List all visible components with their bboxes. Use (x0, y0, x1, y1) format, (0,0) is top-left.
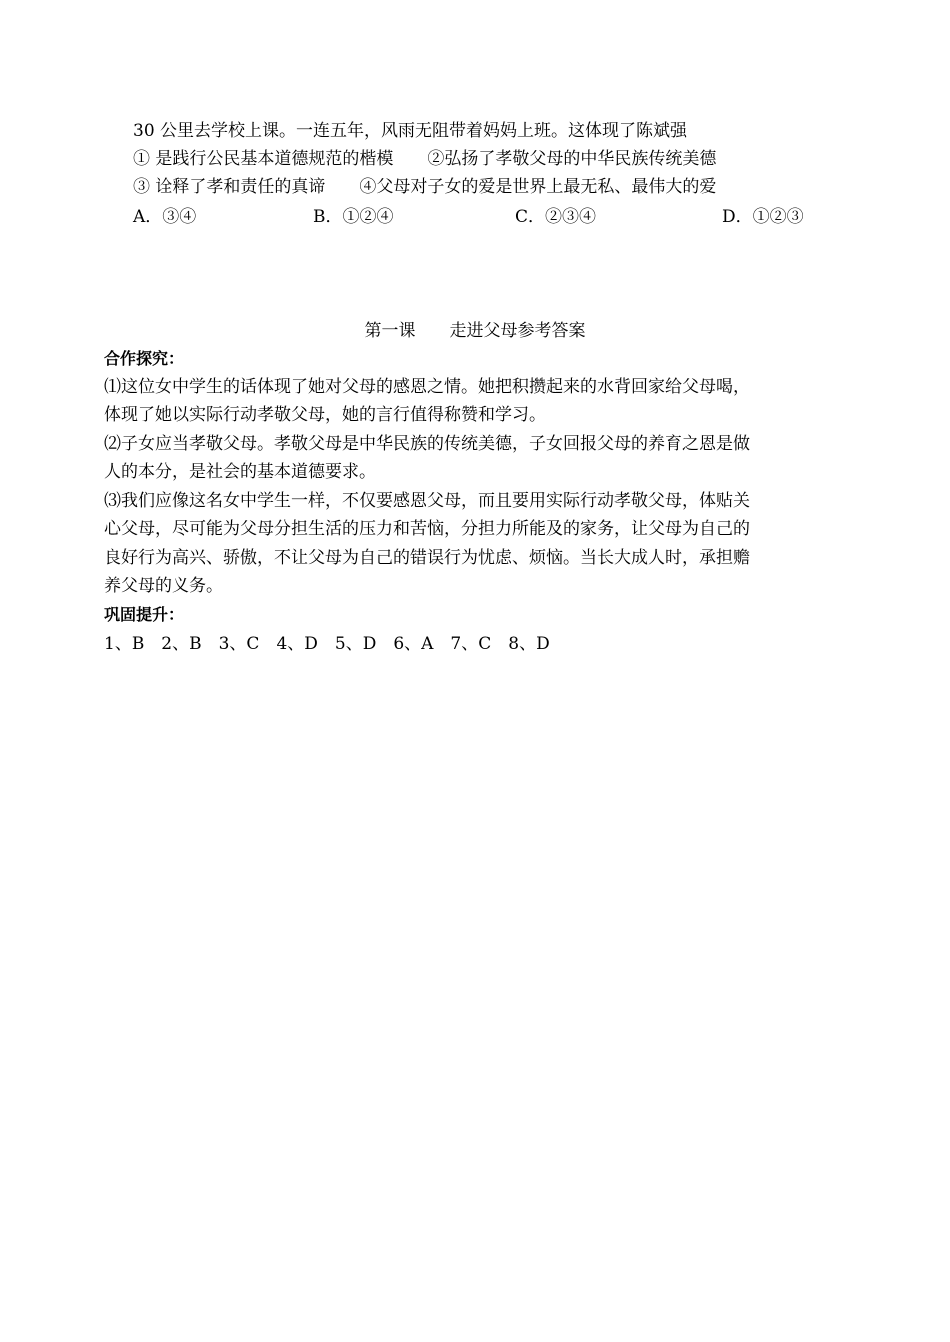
explore-line-1: ⑴这位女中学生的话体现了她对父母的感恩之情。她把积攒起来的水背回家给父母喝， (104, 377, 750, 397)
question-statement-2: ③ 诠释了孝和责任的真谛 ④父母对子女的爱是世界上最无私、最伟大的爱 (133, 177, 717, 197)
option-a: A．③④ (133, 207, 197, 227)
answers-line: 1、B 2、B 3、C 4、D 5、D 6、A 7、C 8、D (104, 634, 550, 654)
explore-line-8: 养父母的义务。 (104, 576, 223, 596)
option-b: B．①②④ (313, 207, 394, 227)
question-statement-1: ① 是践行公民基本道德规范的楷模 ②弘扬了孝敬父母的中华民族传统美德 (133, 149, 717, 169)
explore-line-2: 体现了她以实际行动孝敬父母，她的言行值得称赞和学习。 (104, 405, 546, 425)
explore-line-5: ⑶我们应像这名女中学生一样，不仅要感恩父母，而且要用实际行动孝敬父母，体贴关 (104, 491, 750, 511)
option-c: C．②③④ (515, 207, 597, 227)
explore-line-6: 心父母，尽可能为父母分担生活的压力和苦恼，分担力所能及的家务，让父母为自己的 (104, 519, 750, 539)
answer-title: 第一课 走进父母参考答案 (364, 321, 586, 341)
explore-line-3: ⑵子女应当孝敬父母。孝敬父母是中华民族的传统美德，子女回报父母的养育之恩是做 (104, 434, 750, 454)
question-stem: 30 公里去学校上课。一连五年，风雨无阻带着妈妈上班。这体现了陈斌强 (133, 121, 688, 141)
explore-line-4: 人的本分，是社会的基本道德要求。 (104, 462, 376, 482)
option-d: D．①②③ (722, 207, 804, 227)
consolidate-heading: 巩固提升： (104, 605, 185, 624)
explore-heading: 合作探究： (104, 349, 185, 368)
explore-line-7: 良好行为高兴、骄傲，不让父母为自己的错误行为忧虑、烦恼。当长大成人时，承担赡 (104, 548, 750, 568)
